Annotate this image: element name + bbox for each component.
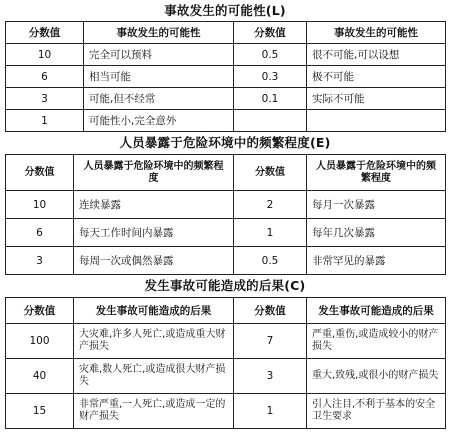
description-cell: 灾难,数人死亡,或造成很大财产损失 bbox=[74, 359, 234, 394]
table-row bbox=[6, 324, 446, 359]
score-cell: 7 bbox=[234, 324, 307, 359]
column-header: 发生事故可能造成的后果 bbox=[307, 298, 446, 324]
description-cell: 每月一次暴露 bbox=[307, 191, 446, 219]
score-cell: 10 bbox=[6, 44, 84, 66]
likelihood-section bbox=[0, 0, 450, 132]
description-cell: 严重,重伤,或造成较小的财产损失 bbox=[307, 324, 446, 359]
column-header: 分数值 bbox=[6, 298, 74, 324]
column-header: 人员暴露于危险环境中的频繁程度 bbox=[74, 155, 234, 191]
column-header: 分数值 bbox=[234, 298, 307, 324]
description-cell: 每周一次或偶然暴露 bbox=[74, 247, 234, 275]
column-header: 分数值 bbox=[6, 22, 84, 44]
description-cell: 可能性小,完全意外 bbox=[84, 110, 234, 132]
score-cell: 15 bbox=[6, 394, 74, 429]
score-cell: 3 bbox=[6, 88, 84, 110]
column-header: 分数值 bbox=[6, 155, 74, 191]
column-header: 分数值 bbox=[234, 155, 307, 191]
table-row bbox=[6, 191, 446, 219]
column-header: 分数值 bbox=[234, 22, 307, 44]
description-cell: 每天工作时间内暴露 bbox=[74, 219, 234, 247]
table-header-row bbox=[6, 298, 446, 324]
description-cell: 非常罕见的暴露 bbox=[307, 247, 446, 275]
consequence-table bbox=[5, 297, 446, 429]
description-cell: 实际不可能 bbox=[307, 88, 446, 110]
score-cell: 1 bbox=[234, 219, 307, 247]
table-header-row bbox=[6, 22, 446, 44]
score-cell: 0.3 bbox=[234, 66, 307, 88]
likelihood-table bbox=[5, 21, 446, 132]
score-cell: 0.5 bbox=[234, 44, 307, 66]
description-cell: 引人注目,不利于基本的安全卫生要求 bbox=[307, 394, 446, 429]
description-cell: 相当可能 bbox=[84, 66, 234, 88]
score-cell: 1 bbox=[6, 110, 84, 132]
description-cell: 连续暴露 bbox=[74, 191, 234, 219]
table-row bbox=[6, 394, 446, 429]
description-cell: 非常严重,一人死亡,或造成一定的财产损失 bbox=[74, 394, 234, 429]
exposure-section bbox=[0, 132, 450, 275]
description-cell: 很不可能,可以设想 bbox=[307, 44, 446, 66]
score-cell: 0.1 bbox=[234, 88, 307, 110]
column-header: 发生事故可能造成的后果 bbox=[74, 298, 234, 324]
score-cell: 1 bbox=[234, 394, 307, 429]
table-row bbox=[6, 44, 446, 66]
description-cell: 极不可能 bbox=[307, 66, 446, 88]
score-cell bbox=[234, 110, 307, 132]
description-cell: 完全可以预料 bbox=[84, 44, 234, 66]
description-cell: 大灾难,许多人死亡,或造成重大财产损失 bbox=[74, 324, 234, 359]
score-cell: 6 bbox=[6, 219, 74, 247]
exposure-title: 人员暴露于危险环境中的频繁程度(E) bbox=[119, 135, 331, 150]
consequence-section bbox=[0, 275, 450, 429]
column-header: 事故发生的可能性 bbox=[84, 22, 234, 44]
score-cell: 100 bbox=[6, 324, 74, 359]
column-header: 人员暴露于危险环境中的频繁程度 bbox=[307, 155, 446, 191]
score-cell: 0.5 bbox=[234, 247, 307, 275]
score-cell: 10 bbox=[6, 191, 74, 219]
table-row bbox=[6, 66, 446, 88]
score-cell: 3 bbox=[6, 247, 74, 275]
table-header-row bbox=[6, 155, 446, 191]
description-cell: 可能,但不经常 bbox=[84, 88, 234, 110]
table-row bbox=[6, 110, 446, 132]
score-cell: 40 bbox=[6, 359, 74, 394]
table-row bbox=[6, 88, 446, 110]
description-cell: 重大,致残,或很小的财产损失 bbox=[307, 359, 446, 394]
score-cell: 6 bbox=[6, 66, 84, 88]
description-cell: 每年几次暴露 bbox=[307, 219, 446, 247]
table-row bbox=[6, 359, 446, 394]
score-cell: 2 bbox=[234, 191, 307, 219]
consequence-title: 发生事故可能造成的后果(C) bbox=[144, 278, 306, 293]
description-cell bbox=[307, 110, 446, 132]
exposure-table bbox=[5, 154, 446, 275]
column-header: 事故发生的可能性 bbox=[307, 22, 446, 44]
score-cell: 3 bbox=[234, 359, 307, 394]
table-row bbox=[6, 219, 446, 247]
table-row bbox=[6, 247, 446, 275]
likelihood-title: 事故发生的可能性(L) bbox=[164, 3, 286, 18]
